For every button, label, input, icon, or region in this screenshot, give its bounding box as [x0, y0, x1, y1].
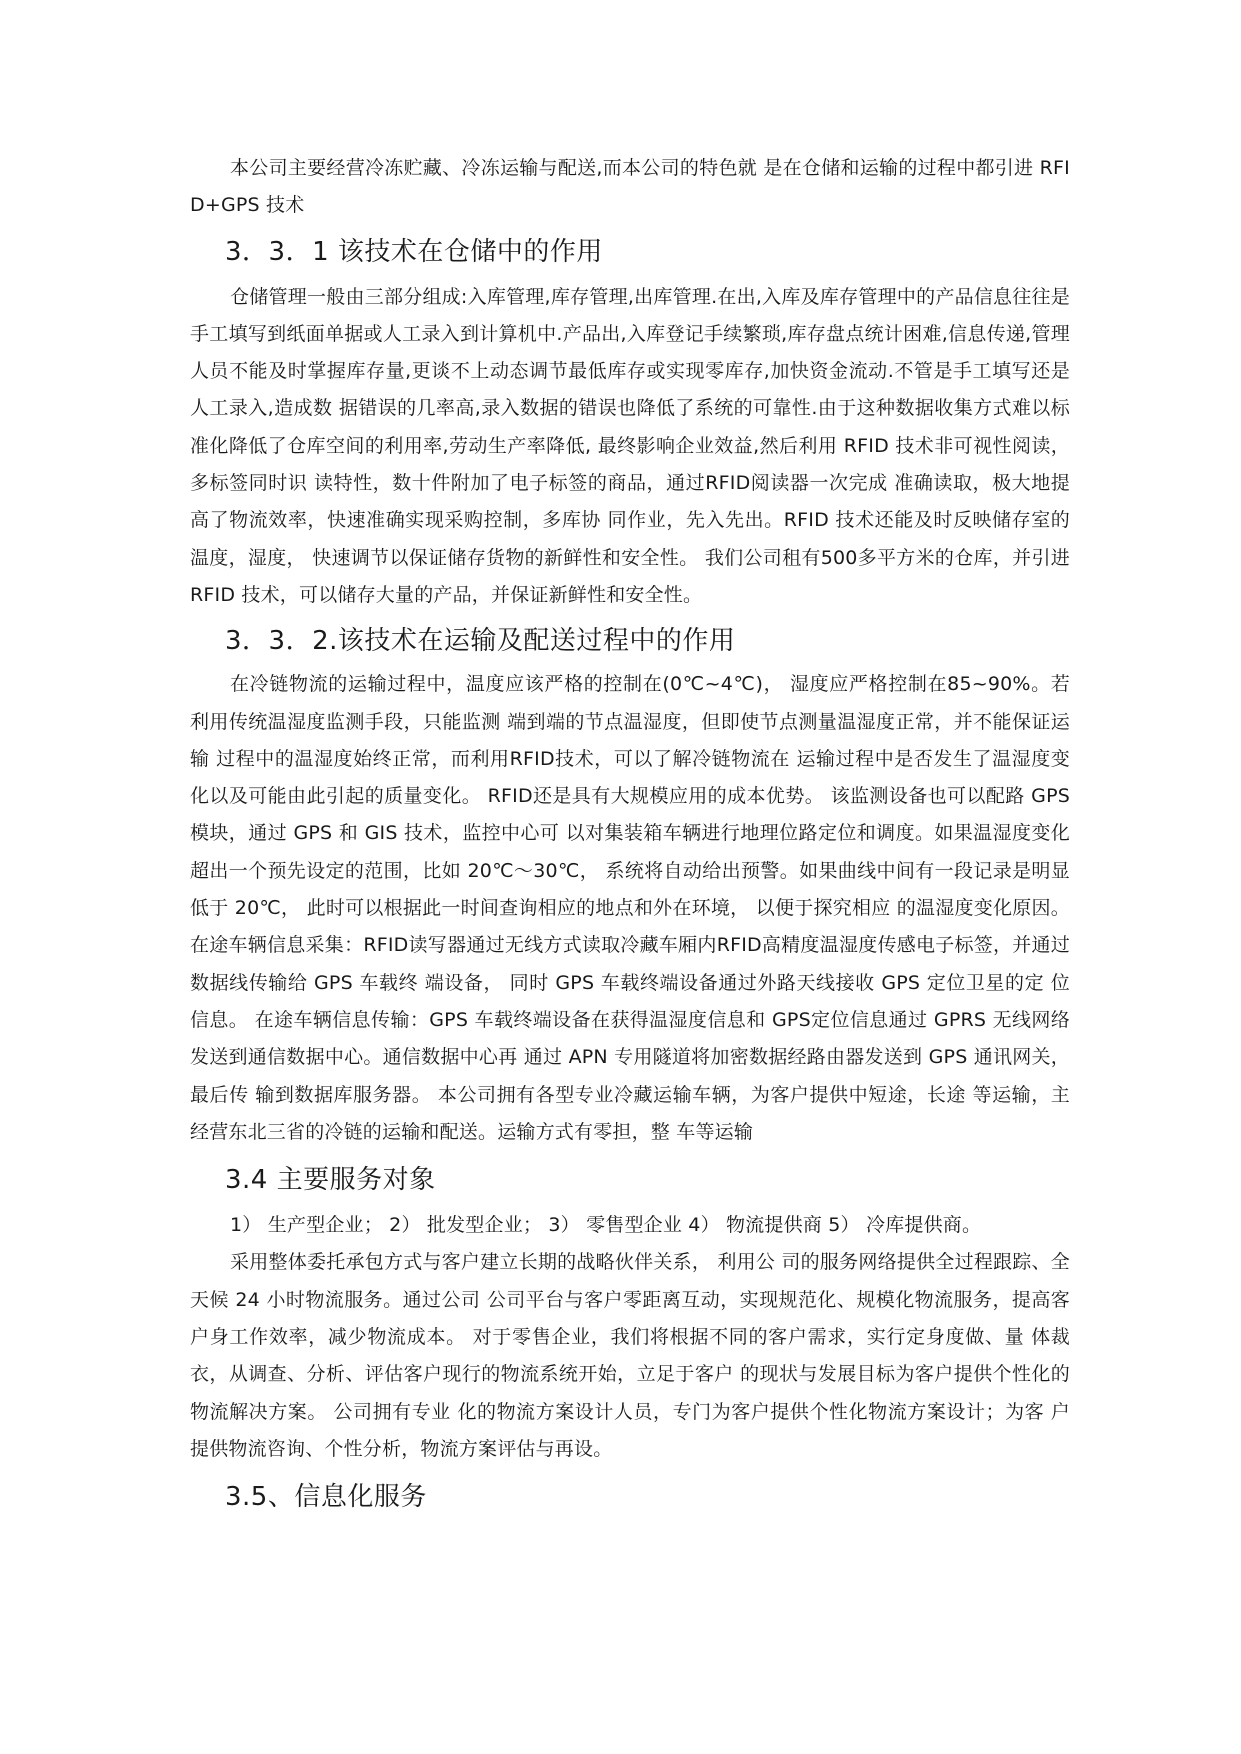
document-page [190, 150, 1070, 1514]
heading-section-3-3-1: 3．3．1 该技术在仓储中的作用 [225, 236, 603, 267]
intro-paragraph: 本公司主要经营冷冻贮藏、冷冻运输与配送,而本公司的特色就 是在仓储和运输的过程中都引进 RFID+GPS 技术 [190, 157, 1070, 217]
transport-paragraph: 在冷链物流的运输过程中，温度应该严格的控制在(0℃~4℃)， 湿度应严格控制在85~90%。若利用传统温湿度监测手段，只能监测 端到端的节点温湿度，但即使节点测量温湿度正常，并不能保证运输 过程中的温湿度始终正常，而利用RFID技术，可以了解冷链物流在 运输过程中是否发生了温湿度变化以及可能由此引起的质量变化。 RFID还是具有大规模应用的成本优势。 该监测设备也可以配路 GPS 模块，通过 GPS 和 GIS 技术，监控中心可 以对集装箱车辆进行地理位路定位和调度。如果温湿度变化超出一个预先设定的范围，比如 20℃～30℃， 系统将自动给出预警。如果曲线中间有一段记录是明显低于 20℃， 此时可以根据此一时间查询相应的地点和外在环境， 以便于探究相应 的温湿度变化原因。 在途车辆信息采集：RFID读写器通过无线方式读取冷藏车厢内RFID高精度温湿度传感电子标签，并通过数据线传输给 GPS 车载终 端设备， 同时 GPS 车载终端设备通过外路天线接收 GPS 定位卫星的定 位信息。 在途车辆信息传输：GPS 车载终端设备在获得温湿度信息和 GPS定位信息通过 GPRS 无线网络发送到通信数据中心。通信数据中心再 通过 APN 专用隧道将加密数据经路由器发送到 GPS 通讯网关， 最后传 输到数据库服务器。 本公司拥有各型专业冷藏运输车辆，为客户提供中短途，长途 等运输，主经营东北三省的冷链的运输和配送。运输方式有零担，整 车等运输 [190, 673, 1070, 1143]
heading-section-3-3-2: 3．3．2.该技术在运输及配送过程中的作用 [225, 626, 736, 657]
service-paragraph: 采用整体委托承包方式与客户建立长期的战略伙伴关系， 利用公 司的服务网络提供全过程跟踪、全天候 24 小时物流服务。通过公司 公司平台与客户零距离互动，实现规范化、规模化物流服务，提高客 户身工作效率，减少物流成本。 对于零售企业，我们将根据不同的客户需求，实行定身度做、量 体裁衣，从调查、分析、评估客户现行的物流系统开始，立足于客户 的现状与发展目标为客户提供个性化的物流解决方案。 公司拥有专业 化的物流方案设计人员，专门为客户提供个性化物流方案设计；为客 户提供物流咨询、个性分析，物流方案评估与再设。 [190, 1251, 1070, 1460]
service-targets-list: 1） 生产型企业； 2） 批发型企业； 3） 零售型企业 4） 物流提供商 5） 冷库提供商。 [230, 1214, 982, 1237]
heading-section-3-4: 3.4 主要服务对象 [225, 1165, 436, 1196]
heading-section-3-5: 3.5、信息化服务 [225, 1482, 427, 1513]
warehouse-paragraph: 仓储管理一般由三部分组成:入库管理,库存管理,出库管理.在出,入库及库存管理中的产品信息往往是手工填写到纸面单据或人工录入到计算机中.产品出,入库登记手续繁琐,库存盘点统计困难,信息传递,管理人员不能及时掌握库存量,更谈不上动态调节最低库存或实现零库存,加快资金流动.不管是手工填写还是人工录入,造成数 据错误的几率高,录入数据的错误也降低了系统的可靠性.由于这种数据收集方式难以标准化降低了仓库空间的利用率,劳动生产率降低, 最终影响企业效益,然后利用 RFID 技术非可视性阅读， 多标签同时识 读特性，数十件附加了电子标签的商品，通过RFID阅读器一次完成 准确读取，极大地提高了物流效率，快速准确实现采购控制，多库协 同作业，先入先出。RFID 技术还能及时反映储存室的温度，湿度， 快速调节以保证储存货物的新鲜性和安全性。 我们公司租有500多平方米的仓库，并引进 RFID 技术，可以储存大量的产品，并保证新鲜性和安全性。 [190, 285, 1070, 606]
